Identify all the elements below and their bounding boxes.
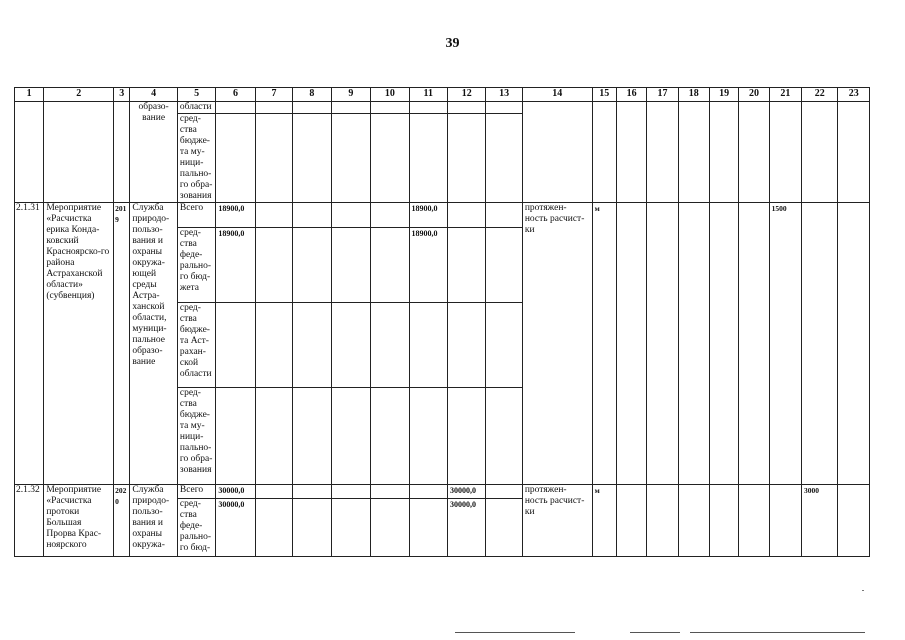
event-name: Мероприятие «Расчистка ерика Конда-ковский Красноярско-го района Астраханской области» (субвенция) [44, 203, 114, 485]
col-header: 6 [216, 88, 255, 102]
col-header: 10 [371, 88, 409, 102]
funding-source-label: Всего [177, 485, 215, 499]
funding-source-label: сред- ства феде- рально- го бюд- [177, 499, 215, 557]
funding-source-label: сред- ства бюдже- та му- ници- пально- го обра- зования [177, 388, 215, 485]
table-row [15, 203, 870, 228]
col-header: 19 [709, 88, 738, 102]
col-header: 1 [15, 88, 44, 102]
cell-col22 [802, 203, 838, 485]
col-header: 18 [678, 88, 709, 102]
col-header: 9 [331, 88, 370, 102]
column-number-row [15, 88, 870, 102]
col-header: 4 [130, 88, 178, 102]
scan-artifact-line [690, 632, 865, 633]
row-id: 2.1.32 [15, 485, 44, 557]
cell-col6: 18900,0 [216, 228, 255, 303]
col-header: 11 [409, 88, 447, 102]
cell-col11: 18900,0 [409, 228, 447, 303]
event-year: 2019 [114, 203, 130, 485]
indicator-unit: м [592, 485, 616, 557]
cell-col12: 30000,0 [447, 485, 485, 499]
continuation-executor: образо- вание [130, 102, 178, 203]
program-table [14, 87, 870, 557]
col-header: 14 [522, 88, 592, 102]
indicator-name: протяжен- ность расчист- ки [522, 203, 592, 485]
scan-artifact-line [630, 632, 680, 633]
col-header: 7 [255, 88, 292, 102]
funding-source-label: сред- ства бюдже- та Аст- рахан- ской области [177, 303, 215, 388]
funding-source-label: Всего [177, 203, 215, 228]
cell-col21: 1500 [769, 203, 801, 485]
col-header: 5 [177, 88, 215, 102]
event-executor: Служба природо-пользо-вания и охраны окружа-ющей среды Астра-ханской области, муници-пальное образо-вание [130, 203, 178, 485]
col-header: 12 [447, 88, 485, 102]
row-id: 2.1.31 [15, 203, 44, 485]
col-header: 20 [739, 88, 769, 102]
table-row [15, 485, 870, 499]
cell-col6: 30000,0 [216, 499, 255, 557]
col-header: 8 [293, 88, 331, 102]
scan-artifact-dot [862, 590, 864, 591]
cell-col6: 30000,0 [216, 485, 255, 499]
col-header: 13 [486, 88, 522, 102]
indicator-name: протяжен- ность расчист- ки [522, 485, 592, 557]
continuation-source-cell: сред- ства бюдже- та му- ници- пально- го обра- зования [177, 114, 215, 203]
cell-col11: 18900,0 [409, 203, 447, 228]
col-header: 21 [769, 88, 801, 102]
page-number: 39 [445, 36, 460, 51]
col-header: 3 [114, 88, 130, 102]
col-header: 23 [838, 88, 870, 102]
cell-col22: 3000 [802, 485, 838, 557]
event-executor: Служба природо-пользо-вания и охраны окружа- [130, 485, 178, 557]
indicator-unit: м [592, 203, 616, 485]
continuation-row [15, 102, 870, 114]
cell-col21 [769, 485, 801, 557]
col-header: 16 [616, 88, 646, 102]
cell-col12: 30000,0 [447, 499, 485, 557]
funding-source-label: сред- ства феде- рально- го бюд- жета [177, 228, 215, 303]
scan-artifact-line [455, 632, 575, 633]
continuation-source-cell: области [177, 102, 215, 114]
cell-col6: 18900,0 [216, 203, 255, 228]
col-header: 22 [802, 88, 838, 102]
col-header: 15 [592, 88, 616, 102]
col-header: 17 [647, 88, 678, 102]
event-name: Мероприятие «Расчистка протоки Большая Прорва Крас-ноярского [44, 485, 114, 557]
event-year: 2020 [114, 485, 130, 557]
col-header: 2 [44, 88, 114, 102]
